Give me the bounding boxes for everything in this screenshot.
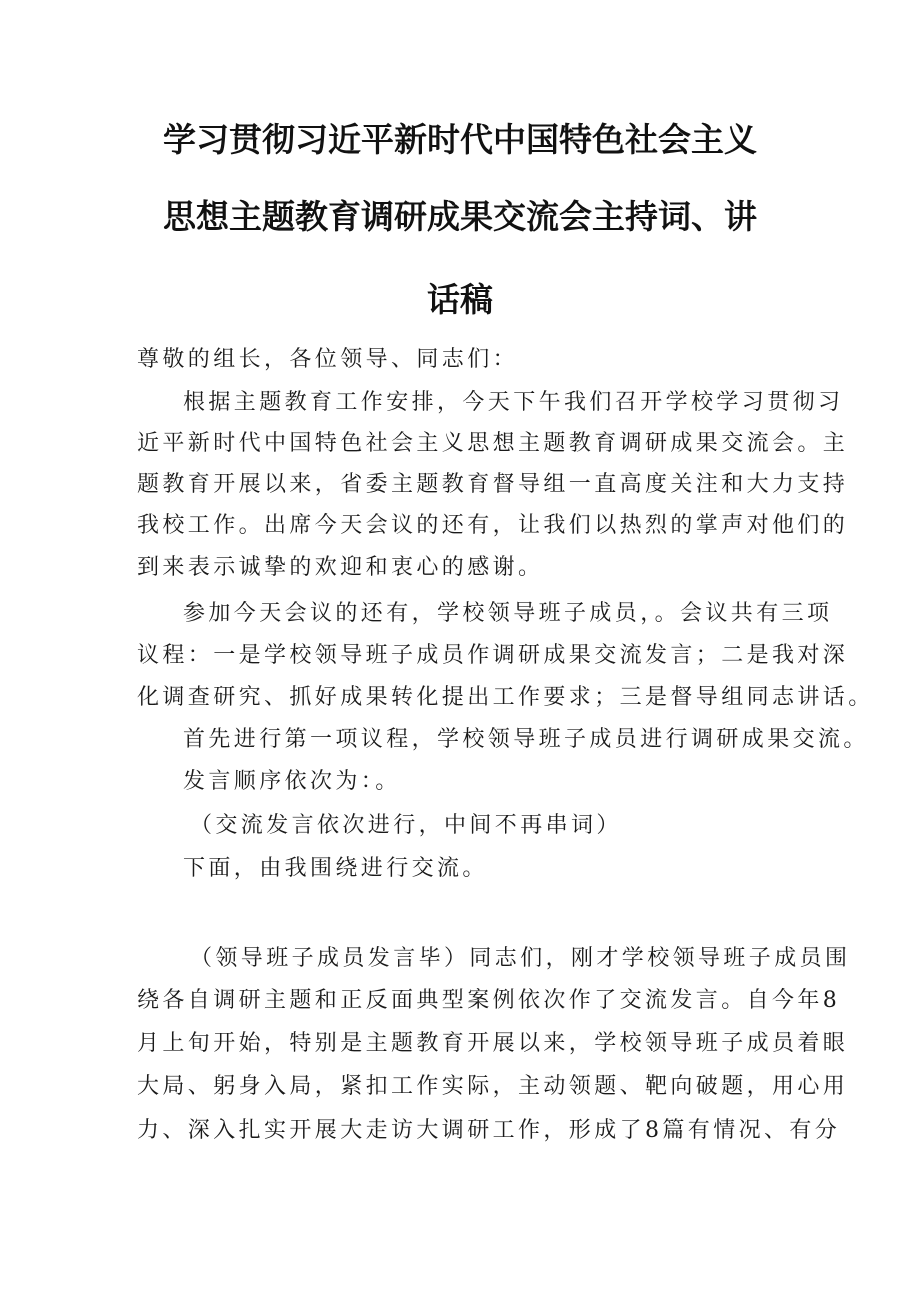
paragraph-7-line-4: 大局、躬身入局，紧扣工作实际，主动领题、靶向破题，用心用 [137, 1074, 849, 1099]
document-title-line-3: 话稿 [427, 280, 493, 319]
paragraph-6-line-1: 下面，由我围绕进行交流。 [183, 856, 488, 881]
paragraph-2-line-2: 议程：一是学校领导班子成员作调研成果交流发言；二是我对深 [137, 643, 849, 668]
paragraph-7-line-1: （领导班子成员发言毕）同志们，刚才学校领导班子成员围 [190, 946, 851, 971]
document-title-line-2: 思想主题教育调研成果交流会主持词、讲 [163, 197, 757, 236]
paragraph-1-line-2: 近平新时代中国特色社会主义思想主题教育调研成果交流会。主 [137, 431, 849, 456]
paragraph-1-line-3: 题教育开展以来，省委主题教育督导组一直高度关注和大力支持 [137, 472, 849, 497]
paragraph-7-line-2: 绕各自调研主题和正反面典型案例依次作了交流发言。自今年8 [137, 988, 841, 1013]
salutation: 尊敬的组长，各位领导、同志们： [137, 347, 519, 372]
paragraph-7-line-3: 月上旬开始，特别是主题教育开展以来，学校领导班子成员着眼 [137, 1031, 849, 1056]
paragraph-2-line-1: 参加今天会议的还有，学校领导班子成员，。会议共有三项 [183, 601, 833, 626]
paragraph-1-line-5: 到来表示诚挚的欢迎和衷心的感谢。 [137, 555, 544, 580]
paragraph-7-line-5: 力、深入扎实开展大走访大调研工作，形成了8篇有情况、有分 [137, 1118, 841, 1143]
document-title-line-1: 学习贯彻习近平新时代中国特色社会主义 [163, 120, 757, 159]
paragraph-2-line-3: 化调查研究、抓好成果转化提出工作要求；三是督导组同志讲话。 [137, 685, 874, 710]
paragraph-1-line-4: 我校工作。出席今天会议的还有，让我们以热烈的掌声对他们的 [137, 513, 849, 538]
paragraph-4-line-1: 发言顺序依次为：。 [183, 769, 401, 794]
paragraph-3-line-1: 首先进行第一项议程，学校领导班子成员进行调研成果交流。 [183, 727, 869, 752]
paragraph-5-line-1: （交流发言依次进行，中间不再串词） [190, 813, 622, 838]
paragraph-1-line-1: 根据主题教育工作安排，今天下午我们召开学校学习贯彻习 [183, 390, 844, 415]
